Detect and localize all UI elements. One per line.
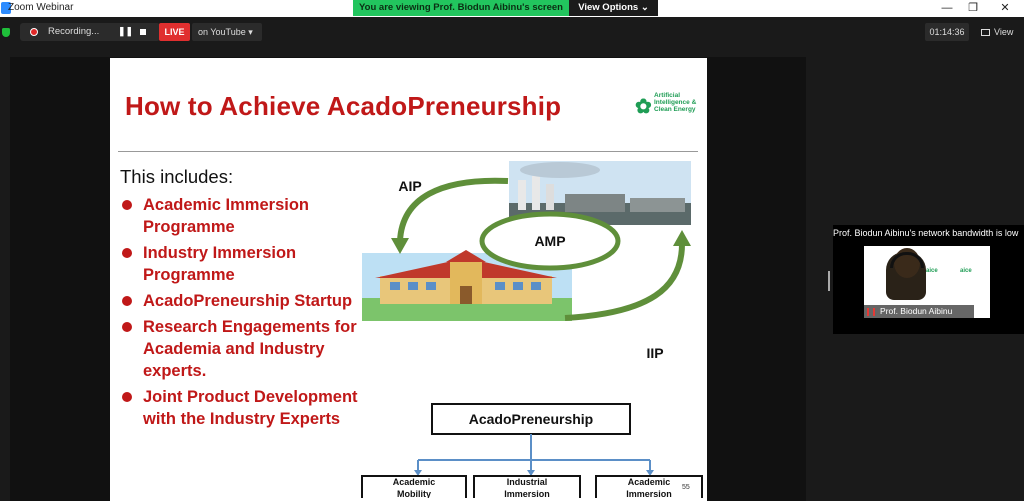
amp-label: AMP — [534, 233, 566, 249]
iip-label: IIP — [646, 345, 664, 361]
bullet-item: Joint Product Development with the Industry Experts — [120, 386, 370, 430]
live-badge[interactable]: LIVE — [159, 23, 190, 41]
aice-logo — [635, 92, 705, 124]
leaf-bulb-icon: ✿ — [635, 96, 652, 118]
aip-label: AIP — [398, 178, 422, 194]
acadopreneurship-diagram — [360, 158, 705, 498]
presentation-slide — [110, 58, 707, 501]
recording-label: Recording... — [48, 26, 100, 37]
child-box-amp — [362, 476, 466, 498]
logo-text: Artificial Intelligence & Clean Energy — [654, 92, 697, 113]
view-button[interactable] — [977, 23, 1021, 41]
chevron-down-icon: ⌄ — [640, 2, 649, 13]
youtube-label: on YouTube — [198, 27, 246, 37]
root-label: AcadoPreneurship — [468, 411, 594, 427]
restore-icon[interactable]: ❐ — [968, 2, 978, 14]
meeting-toolbar — [0, 17, 1024, 47]
child-label-line: Academic — [627, 477, 671, 487]
page-number: 55 — [682, 484, 690, 491]
grid-view-icon — [981, 29, 990, 36]
view-label: View — [994, 27, 1014, 37]
security-shield-icon[interactable] — [2, 28, 10, 37]
background-logo: aice — [926, 268, 938, 274]
caret-down-icon: ▾ — [248, 27, 253, 37]
record-dot-icon — [30, 28, 38, 36]
minimize-icon[interactable]: — — [941, 2, 953, 14]
bullet-item: Industry Immersion Programme — [120, 242, 370, 286]
view-options-button[interactable] — [569, 0, 658, 16]
child-label-line: Immersion — [626, 489, 672, 498]
stop-recording-icon[interactable] — [140, 29, 146, 35]
bullet-list — [120, 194, 370, 434]
pause-recording-icon[interactable]: ❚❚ — [118, 26, 134, 36]
background-logo: aice — [960, 268, 972, 274]
child-label-line: Immersion — [504, 489, 550, 498]
bandwidth-notice: Prof. Biodun Aibinu's network bandwidth is low — [833, 228, 1019, 238]
audio-level-icon — [867, 308, 875, 316]
window-title: Zoom Webinar — [8, 2, 74, 13]
bullet-item: Academic Immersion Programme — [120, 194, 370, 238]
viewing-screen-banner: You are viewing Prof. Biodun Aibinu's screen — [353, 0, 569, 16]
elapsed-time: 01:14:36 — [925, 23, 969, 41]
aip-arrowhead — [391, 238, 409, 254]
close-icon[interactable]: ✕ — [1000, 2, 1010, 14]
bullet-item: AcadoPreneurship Startup — [120, 290, 370, 312]
child-label-line: Industrial — [506, 477, 548, 487]
participant-name: Prof. Biodun Aibinu — [880, 306, 953, 316]
view-options-label: View Options — [578, 2, 639, 13]
child-label-line: Academic — [392, 477, 436, 487]
title-divider — [118, 151, 698, 152]
child-box-iip — [474, 476, 580, 498]
slide-title: How to Achieve AcadoPreneurship — [125, 91, 562, 121]
iip-arrowhead — [673, 230, 691, 246]
participant-name-tag — [864, 305, 974, 318]
bullet-item: Research Engagements for Academia and Industry experts. — [120, 316, 370, 382]
slide-intro: This includes: — [120, 166, 234, 187]
panel-resize-handle[interactable] — [828, 271, 830, 291]
youtube-stream-dropdown[interactable] — [192, 23, 262, 41]
child-label-line: Mobility — [397, 489, 431, 498]
recording-indicator — [20, 23, 160, 41]
